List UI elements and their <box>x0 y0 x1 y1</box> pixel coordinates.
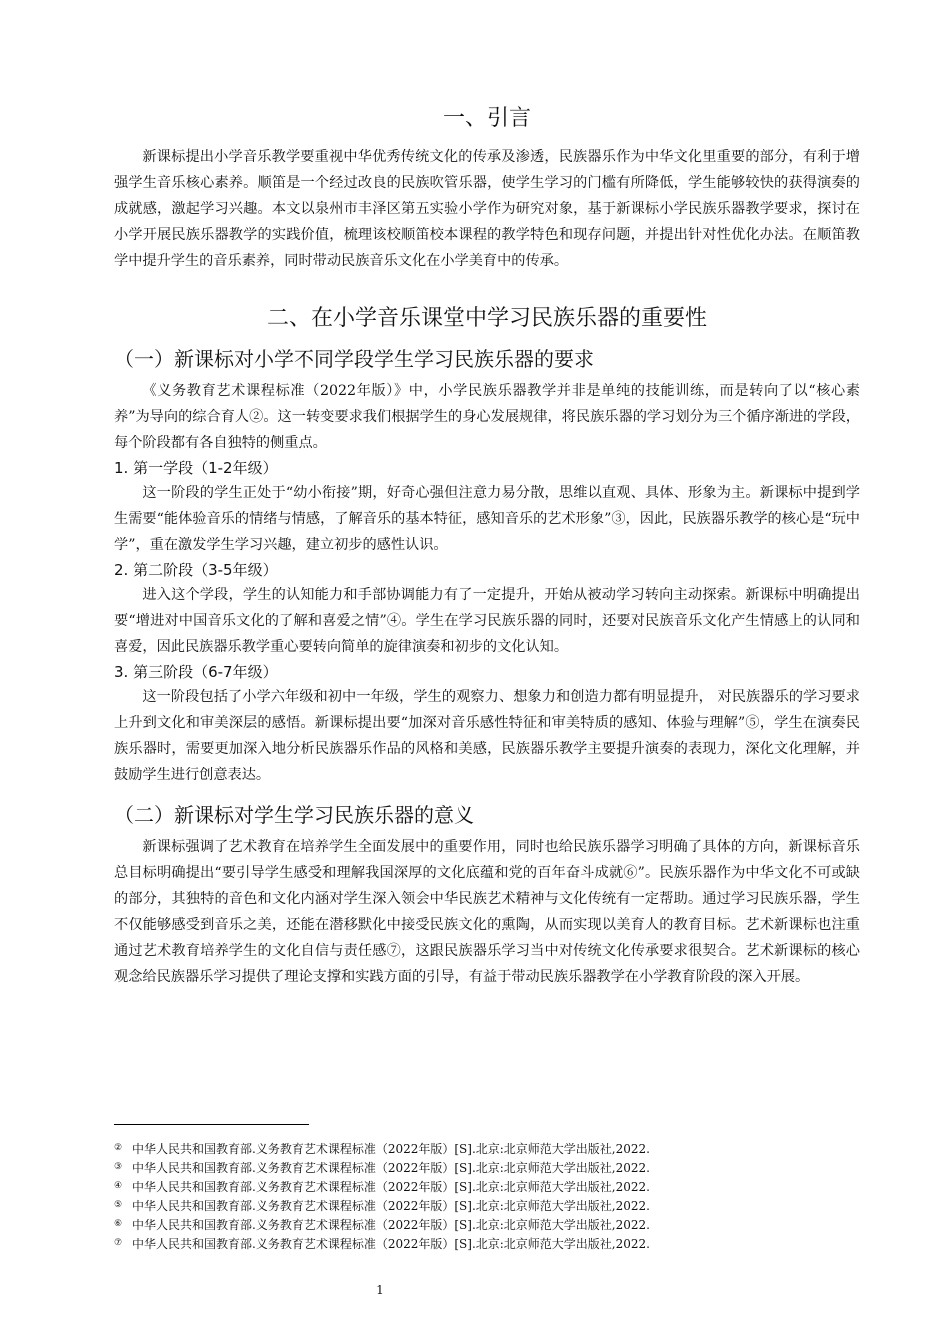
footnote-mark: ⑦ <box>114 1238 123 1248</box>
subsection-1-heading: （一）新课标对小学不同学段学生学习民族乐器的要求 <box>114 347 594 371</box>
footnote-item <box>114 1139 860 1158</box>
subsection-2-heading: （二）新课标对学生学习民族乐器的意义 <box>114 803 474 827</box>
stage-3-paragraph: 这一阶段包括了小学六年级和初中一年级，学生的观察力、想象力和创造力都有明显提升， 对民族器乐的学习要求上升到文化和审美深层的感悟。新课标提出要“加深对音乐感性特征和审美特质的感知、体验与理解”⑤，学生在演奏民族乐器时，需要更加深入地分析民族器乐作品的风格和美感，民族器乐教学主要提升演奏的表现力，深化文化理解，并鼓励学生进行创意表达。 <box>114 689 860 783</box>
footnote-item <box>114 1177 860 1196</box>
section-2-heading: 二、在小学音乐课堂中学习民族乐器的重要性 <box>266 306 707 331</box>
footnote-mark: ② <box>114 1143 123 1153</box>
footnote-text: 中华人民共和国教育部.义务教育艺术课程标准（2022年版）[S].北京:北京师范大学出版社,2022. <box>132 1142 650 1156</box>
footnote-text: 中华人民共和国教育部.义务教育艺术课程标准（2022年版）[S].北京:北京师范大学出版社,2022. <box>132 1237 650 1251</box>
footnote-text: 中华人民共和国教育部.义务教育艺术课程标准（2022年版）[S].北京:北京师范大学出版社,2022. <box>132 1199 650 1213</box>
footnote-item <box>114 1234 860 1253</box>
main-content <box>114 96 860 990</box>
footnote-text: 中华人民共和国教育部.义务教育艺术课程标准（2022年版）[S].北京:北京师范大学出版社,2022. <box>132 1180 650 1194</box>
footnote-text: 中华人民共和国教育部.义务教育艺术课程标准（2022年版）[S].北京:北京师范大学出版社,2022. <box>132 1218 650 1232</box>
footnote-mark: ③ <box>114 1162 123 1172</box>
footnote-item <box>114 1215 860 1234</box>
footnote-item <box>114 1158 860 1177</box>
footnote-text: 中华人民共和国教育部.义务教育艺术课程标准（2022年版）[S].北京:北京师范大学出版社,2022. <box>132 1161 650 1175</box>
subsection-1-paragraph: 《义务教育艺术课程标准（2022年版）》中，小学民族乐器教学并非是单纯的技能训练，而是转向了以“核心素养”为导向的综合育人②。这一转变要求我们根据学生的身心发展规律，将民族乐器的学习划分为三个循序渐进的学段，每个阶段都有各自独特的侧重点。 <box>114 383 860 451</box>
stage-3-heading: 3. 第三阶段（6-7年级） <box>114 663 278 681</box>
stage-2-heading: 2. 第二阶段（3-5年级） <box>114 561 278 579</box>
intro-paragraph: 新课标提出小学音乐教学要重视中华优秀传统文化的传承及渗透，民族器乐作为中华文化里重要的部分，有利于增强学生音乐核心素养。顺笛是一个经过改良的民族吹管乐器，使学生学习的门槛有所降低，学生能够较快的获得演奏的成就感，激起学习兴趣。本文以泉州市丰泽区第五实验小学作为研究对象，基于新课标小学民族乐器教学要求，探讨在小学开展民族乐器教学的实践价值，梳理该校顺笛校本课程的教学特色和现存问题，并提出针对性优化办法。在顺笛教学中提升学生的音乐素养，同时带动民族音乐文化在小学美育中的传承。 <box>114 149 860 269</box>
footnotes <box>114 1124 860 1253</box>
intro-heading: 一、引言 <box>442 106 531 131</box>
subsection-2-paragraph: 新课标强调了艺术教育在培养学生全面发展中的重要作用，同时也给民族乐器学习明确了具体的方向，新课标音乐总目标明确提出“要引导学生感受和理解我国深厚的文化底蕴和党的百年奋斗成就⑥”。民族乐器作为中华文化不可或缺的部分，其独特的音色和文化内涵对学生深入领会中华民族艺术精神与文化传统有一定帮助。通过学习民族乐器，学生不仅能够感受到音乐之美，还能在潜移默化中接受民族文化的熏陶，从而实现以美育人的教育目标。艺术新课标也注重通过艺术教育培养学生的文化自信与责任感⑦，这跟民族器乐学习当中对传统文化传承要求很契合。艺术新课标的核心观念给民族器乐学习提供了理论支撑和实践方面的引导，有益于带动民族乐器教学在小学教育阶段的深入开展。 <box>114 839 860 985</box>
footnote-mark: ⑥ <box>114 1219 123 1229</box>
stage-2-paragraph: 进入这个学段，学生的认知能力和手部协调能力有了一定提升，开始从被动学习转向主动探索。新课标中明确提出要“增进对中国音乐文化的了解和喜爱之情”④。学生在学习民族乐器的同时，还要对民族音乐文化产生情感上的认同和喜爱，因此民族器乐教学重心要转向简单的旋律演奏和初步的文化认知。 <box>114 587 860 655</box>
footnote-mark: ⑤ <box>114 1200 123 1210</box>
stage-1-heading: 1. 第一学段（1-2年级） <box>114 459 278 477</box>
footnote-item <box>114 1196 860 1215</box>
page-number: 1 <box>376 1283 384 1297</box>
stage-1-paragraph: 这一阶段的学生正处于“幼小衔接”期，好奇心强但注意力易分散，思维以直观、具体、形象为主。新课标中提到学生需要“能体验音乐的情绪与情感，了解音乐的基本特征，感知音乐的艺术形象”③，因此，民族器乐教学的核心是“玩中学”，重在激发学生学习兴趣，建立初步的感性认识。 <box>114 485 860 553</box>
footnote-mark: ④ <box>114 1181 123 1191</box>
footnote-divider <box>114 1124 309 1125</box>
